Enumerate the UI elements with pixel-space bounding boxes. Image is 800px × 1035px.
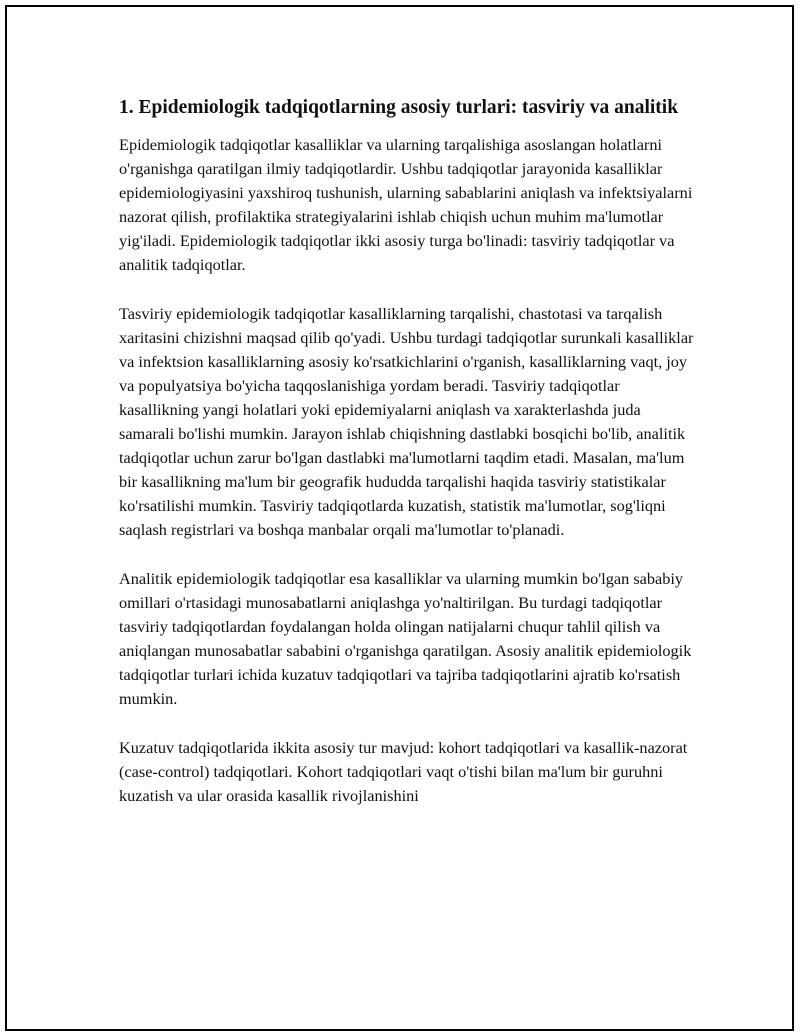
- document-page: [5, 5, 794, 1031]
- paragraph-observational-studies: Kuzatuv tadqiqotlarida ikkita asosiy tur mavjud: kohort tadqiqotlari va kasallik-nazorat (case-control) tadqiqotlari. Kohort tadqiqotlari vaqt o'tishi bilan ma'lum bir guruhni kuzatish va ular orasida kasallik rivojlanishini: [119, 738, 688, 805]
- paragraph-intro: Epidemiologik tadqiqotlar kasalliklar va ularning tarqalishiga asoslangan holatlarni o'rganishga qaratilgan ilmiy tadqiqotlardir. Ushbu tadqiqotlar jarayonida kasalliklar epidemiologiyasini yaxshiroq tushunish, ularning sabablarini aniqlash va infektsiyalarni nazorat qilish, profilaktika strategiyalarini ishlab chiqish uchun muhim ma'lumotlar yig'iladi. Epidemiologik tadqiqotlar ikki asosiy turga bo'linadi: tasviriy tadqiqotlar va analitik tadqiqotlar.: [119, 135, 693, 274]
- document-body: [119, 95, 699, 833]
- section-heading: 1. Epidemiologik tadqiqotlarning asosiy turlari: tasviriy va analitik: [119, 97, 679, 118]
- paragraph-descriptive-studies: Tasviriy epidemiologik tadqiqotlar kasalliklarning tarqalishi, chastotasi va tarqalish xaritasini chizishni maqsad qilib qo'yadi. Ushbu turdagi tadqiqotlar surunkali kasalliklar va infektsion kasalliklarning asosiy ko'rsatkichlarini o'rganish, kasalliklarning vaqt, joy va populyatsiya bo'yicha taqqoslanishiga yordam beradi. Tasviriy tadqiqotlar kasallikning yangi holatlari yoki epidemiyalarni aniqlash va xarakterlashda juda samarali bo'lishi mumkin. Jarayon ishlab chiqishning dastlabki bosqichi bo'lib, analitik tadqiqotlar uchun zarur bo'lgan dastlabki ma'lumotlarni taqdim etadi. Masalan, ma'lum bir kasallikning ma'lum bir geografik hududda tarqalishi haqida tasviriy statistikalar ko'rsatilishi mumkin. Tasviriy tadqiqotlarda kuzatish, statistik ma'lumotlar, sog'liqni saqlash registrlari va boshqa manbalar orqali ma'lumotlar to'planadi.: [119, 304, 694, 539]
- paragraph-analytic-studies: Analitik epidemiologik tadqiqotlar esa kasalliklar va ularning mumkin bo'lgan sababiy omillari o'rtasidagi munosabatlarni aniqlashga yo'naltirilgan. Bu turdagi tadqiqotlar tasviriy tadqiqotlardan foydalangan holda olingan natijalarni chuqur tahlil qilish va aniqlangan munosabatlar sababini o'rganishga qaratilgan. Asosiy analitik epidemiologik tadqiqotlar turlari ichida kuzatuv tadqiqotlari va tajriba tadqiqotlarini ajratib ko'rsatish mumkin.: [119, 569, 692, 708]
